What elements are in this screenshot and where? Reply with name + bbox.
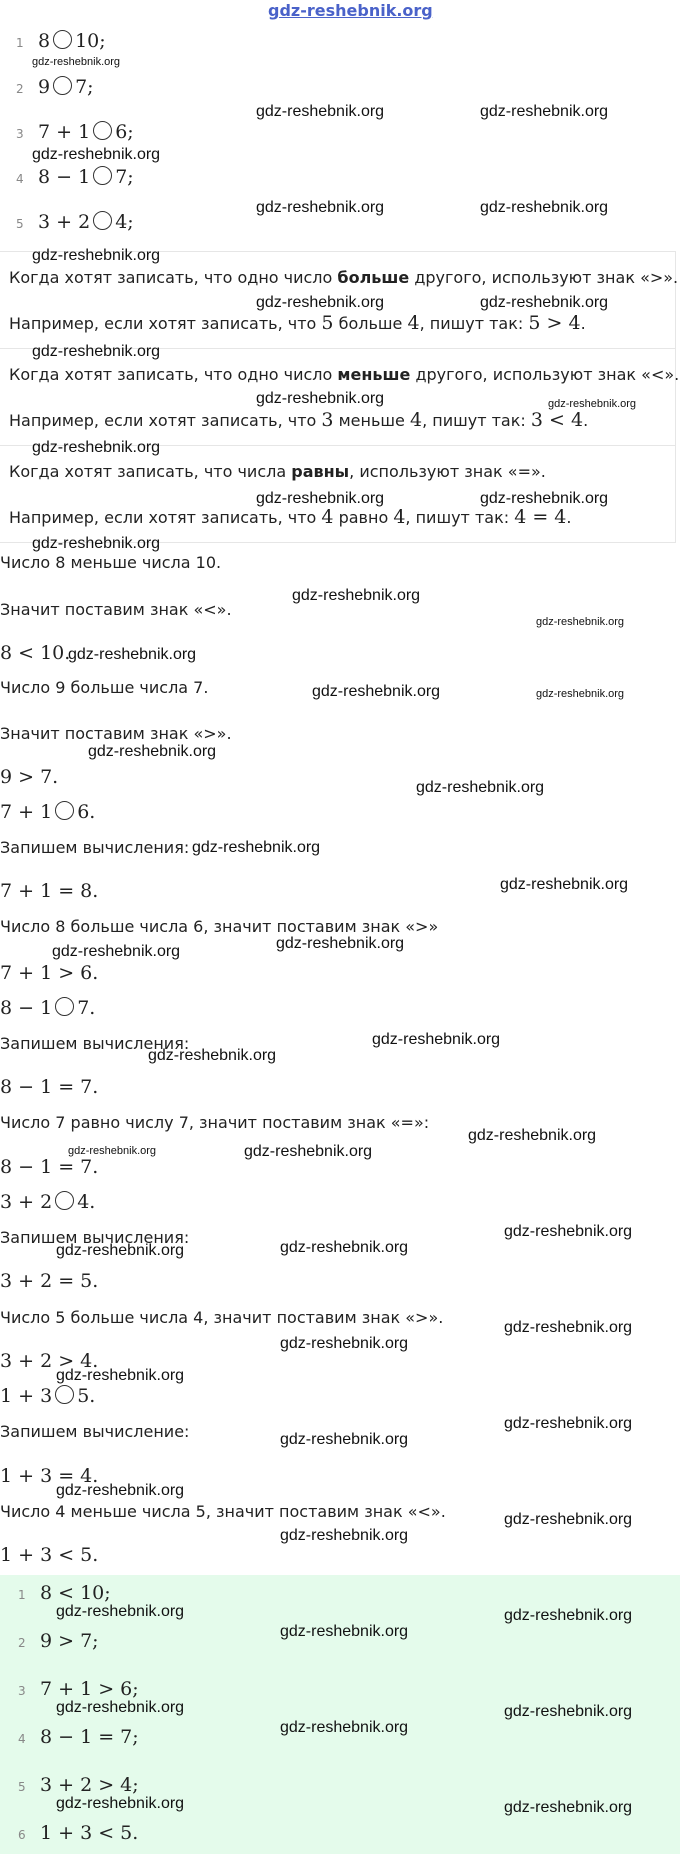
watermark: gdz-reshebnik.org <box>480 103 609 120</box>
comparison-circle-icon <box>93 121 112 140</box>
watermark: gdz-reshebnik.org <box>504 1799 633 1816</box>
watermark: gdz-reshebnik.org <box>68 646 197 663</box>
solution-formula: 3 + 2 > 4. <box>0 1350 99 1372</box>
task-left: 9 <box>38 76 51 98</box>
comparison-circle-icon <box>55 997 74 1016</box>
solution-formula: 8 − 1 7. <box>0 997 96 1019</box>
watermark: gdz-reshebnik.org <box>280 1335 409 1352</box>
task-right: 10; <box>75 30 106 52</box>
comparison-circle-icon <box>55 1385 74 1404</box>
answer-item: 6 1 + 3 < 5. <box>18 1822 139 1844</box>
watermark: gdz-reshebnik.org <box>280 1431 409 1448</box>
watermark: gdz-reshebnik.org <box>192 839 321 856</box>
watermark: gdz-reshebnik.org <box>68 1145 157 1157</box>
watermark: gdz-reshebnik.org <box>56 1699 185 1716</box>
solution-formula: 1 + 3 < 5. <box>0 1544 99 1566</box>
task-number: 3 <box>16 127 24 141</box>
answer-item: 1 8 < 10; <box>18 1582 111 1604</box>
solution-formula: 8 < 10. <box>0 642 71 664</box>
solution-formula: 7 + 1 = 8. <box>0 880 99 902</box>
watermark: gdz-reshebnik.org <box>280 1623 409 1640</box>
watermark: gdz-reshebnik.org <box>256 390 385 407</box>
solution-text: Число 8 меньше числа 10. <box>0 553 222 572</box>
solution-text: Значит поставим знак «>». <box>0 724 232 743</box>
solution-text: Значит поставим знак «<». <box>0 600 232 619</box>
task-right: 7; <box>75 76 94 98</box>
solution-text: Число 7 равно числу 7, значит поставим знак «=»: <box>0 1113 430 1132</box>
watermark: gdz-reshebnik.org <box>32 439 161 456</box>
watermark: gdz-reshebnik.org <box>56 1603 185 1620</box>
solution-formula: 8 − 1 = 7. <box>0 1076 99 1098</box>
watermark: gdz-reshebnik.org <box>536 688 625 700</box>
solution-formula: 1 + 3 = 4. <box>0 1465 99 1487</box>
watermark: gdz-reshebnik.org <box>504 1511 633 1528</box>
comparison-circle-icon <box>93 166 112 185</box>
solution-text: Число 8 больше числа 6, значит поставим знак «>» <box>0 917 439 936</box>
watermark: gdz-reshebnik.org <box>52 943 181 960</box>
watermark: gdz-reshebnik.org <box>480 490 609 507</box>
watermark: gdz-reshebnik.org <box>148 1047 277 1064</box>
watermark: gdz-reshebnik.org <box>468 1127 597 1144</box>
watermark: gdz-reshebnik.org <box>372 1031 501 1048</box>
watermark: gdz-reshebnik.org <box>548 398 637 410</box>
answer-item: 2 9 > 7; <box>18 1630 99 1652</box>
watermark: gdz-reshebnik.org <box>256 103 385 120</box>
task-item <box>16 166 134 188</box>
watermark: gdz-reshebnik.org <box>416 779 545 796</box>
task-number: 2 <box>16 82 24 96</box>
watermark: gdz-reshebnik.org <box>88 743 217 760</box>
answer-item: 3 7 + 1 > 6; <box>18 1678 139 1700</box>
comparison-circle-icon <box>55 801 74 820</box>
site-link[interactable]: gdz-reshebnik.org <box>268 1 433 20</box>
rule-text: Когда хотят записать, что одно число больше другого, используют знак «>». <box>9 268 679 287</box>
comparison-circle-icon <box>55 1191 74 1210</box>
watermark: gdz-reshebnik.org <box>312 683 441 700</box>
solution-formula: 1 + 3 5. <box>0 1385 96 1407</box>
comparison-circle-icon <box>53 76 72 95</box>
task-item <box>16 30 106 52</box>
solution-formula: 7 + 1 6. <box>0 801 96 823</box>
watermark: gdz-reshebnik.org <box>292 587 421 604</box>
watermark: gdz-reshebnik.org <box>256 294 385 311</box>
comparison-circle-icon <box>93 211 112 230</box>
solution-formula: 3 + 2 4. <box>0 1191 96 1213</box>
watermark: gdz-reshebnik.org <box>32 535 161 552</box>
task-right: 4; <box>115 211 134 233</box>
rule-example: Например, если хотят записать, что 4 равно 4, пишут так: 4 = 4. <box>9 506 572 528</box>
watermark: gdz-reshebnik.org <box>276 935 405 952</box>
watermark: gdz-reshebnik.org <box>504 1703 633 1720</box>
watermark: gdz-reshebnik.org <box>280 1719 409 1736</box>
solution-formula: 8 − 1 = 7. <box>0 1156 99 1178</box>
task-left: 7 + 1 <box>38 121 91 143</box>
rule-example: Например, если хотят записать, что 5 больше 4, пишут так: 5 > 4. <box>9 312 586 334</box>
watermark: gdz-reshebnik.org <box>480 199 609 216</box>
solution-text: Запишем вычисления: <box>0 1228 190 1247</box>
task-item <box>16 121 134 143</box>
watermark: gdz-reshebnik.org <box>256 199 385 216</box>
watermark: gdz-reshebnik.org <box>504 1607 633 1624</box>
task-number: 1 <box>16 36 24 50</box>
solution-text: Запишем вычисления: <box>0 1034 190 1053</box>
solution-text: Запишем вычисление: <box>0 1422 190 1441</box>
solution-formula: 7 + 1 > 6. <box>0 962 99 984</box>
task-number: 4 <box>16 172 24 186</box>
watermark: gdz-reshebnik.org <box>280 1239 409 1256</box>
task-item <box>16 211 134 233</box>
rule-text: Когда хотят записать, что числа равны, используют знак «=». <box>9 462 546 481</box>
solution-text: Число 4 меньше числа 5, значит поставим знак «<». <box>0 1502 446 1521</box>
comparison-circle-icon <box>53 30 72 49</box>
watermark: gdz-reshebnik.org <box>32 247 161 264</box>
watermark: gdz-reshebnik.org <box>536 616 625 628</box>
watermark: gdz-reshebnik.org <box>32 56 121 68</box>
answer-item: 4 8 − 1 = 7; <box>18 1726 139 1748</box>
task-left: 8 <box>38 30 51 52</box>
task-item <box>16 76 94 98</box>
task-left: 3 + 2 <box>38 211 91 233</box>
solution-text: Запишем вычисления: <box>0 838 190 857</box>
watermark: gdz-reshebnik.org <box>480 294 609 311</box>
answer-item: 5 3 + 2 > 4; <box>18 1774 139 1796</box>
task-right: 6; <box>115 121 134 143</box>
watermark: gdz-reshebnik.org <box>280 1527 409 1544</box>
task-right: 7; <box>115 166 134 188</box>
solution-text: Число 9 больше числа 7. <box>0 678 209 697</box>
task-number: 5 <box>16 217 24 231</box>
watermark: gdz-reshebnik.org <box>32 343 161 360</box>
solution-formula: 3 + 2 = 5. <box>0 1270 99 1292</box>
watermark: gdz-reshebnik.org <box>32 146 161 163</box>
watermark: gdz-reshebnik.org <box>256 490 385 507</box>
task-left: 8 − 1 <box>38 166 91 188</box>
watermark: gdz-reshebnik.org <box>56 1367 185 1384</box>
watermark: gdz-reshebnik.org <box>504 1223 633 1240</box>
watermark: gdz-reshebnik.org <box>500 876 629 893</box>
watermark: gdz-reshebnik.org <box>244 1143 373 1160</box>
solution-formula: 9 > 7. <box>0 766 59 788</box>
watermark: gdz-reshebnik.org <box>504 1319 633 1336</box>
rule-text: Когда хотят записать, что одно число меньше другого, используют знак «<». <box>9 365 680 384</box>
watermark: gdz-reshebnik.org <box>504 1415 633 1432</box>
watermark: gdz-reshebnik.org <box>56 1482 185 1499</box>
rule-example: Например, если хотят записать, что 3 меньше 4, пишут так: 3 < 4. <box>9 409 589 431</box>
solution-text: Число 5 больше числа 4, значит поставим знак «>». <box>0 1308 444 1327</box>
watermark: gdz-reshebnik.org <box>56 1795 185 1812</box>
watermark: gdz-reshebnik.org <box>56 1242 185 1259</box>
